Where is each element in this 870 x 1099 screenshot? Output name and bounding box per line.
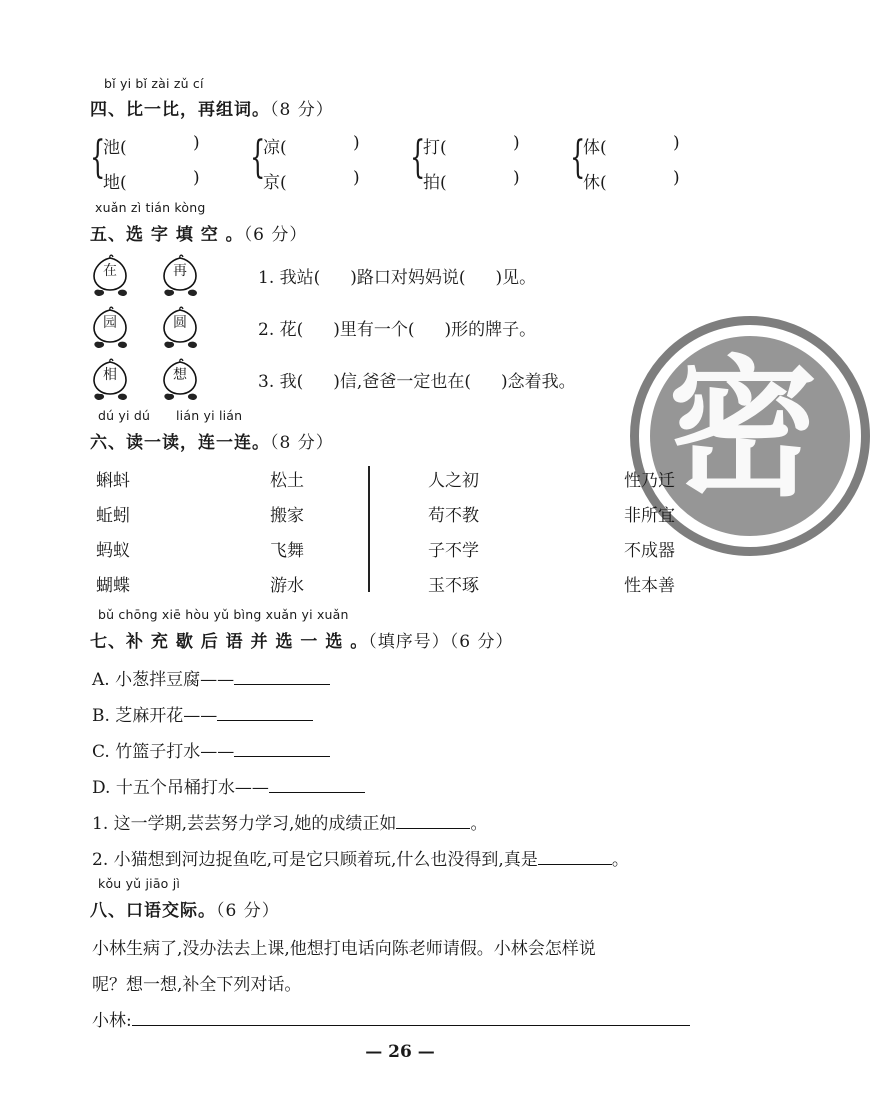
proverb-question-2: 2. 小猫想到河边捉鱼吃,可是它只顾着玩,什么也没得到,真是 。 (92, 850, 629, 870)
stamp-char: 密 (668, 343, 819, 517)
proverb-option-d: D. 十五个吊桶打水—— (92, 773, 365, 798)
peach-choice (92, 358, 132, 402)
match-item: 蚯蚓 (96, 506, 130, 526)
match-item: 蚂蚁 (96, 541, 130, 561)
match-item: 游水 (270, 576, 304, 596)
section7-pinyin: bǔ chōng xiē hòu yǔ bìng xuǎn yi xuǎn (98, 607, 349, 622)
group-top-close: ) (353, 133, 360, 153)
group-top-word: 打( (423, 138, 447, 158)
peach-choice (92, 254, 132, 298)
section4-title: 四、比一比，再组词。（8 分） (90, 100, 334, 120)
group-top-close: ) (193, 133, 200, 153)
group-top-close: ) (513, 133, 520, 153)
answer-blank[interactable] (234, 755, 330, 757)
choice-char: 想 (173, 367, 187, 383)
match-item: 玉不琢 (428, 576, 479, 596)
brace-icon: { (250, 132, 266, 183)
dialogue-answer-line: 小林: (92, 1006, 690, 1031)
divider-line (368, 466, 370, 592)
answer-blank[interactable] (396, 827, 470, 829)
group-top-word: 体( (583, 138, 607, 158)
peach-choice (162, 254, 202, 298)
dialogue-prompt-line-2: 呢？想一想,补全下列对话。 (92, 975, 302, 995)
brace-icon: { (410, 132, 426, 183)
page-number: — 26 — (365, 1042, 435, 1062)
group-bottom-close: ) (673, 168, 680, 188)
proverb-option-b: B. 芝麻开花—— (92, 701, 313, 726)
section8-pinyin: kǒu yǔ jiāo jì (98, 876, 181, 891)
answer-blank[interactable] (132, 1024, 690, 1026)
choice-char: 园 (103, 315, 117, 331)
group-bottom-close: ) (513, 168, 520, 188)
peach-choice (92, 306, 132, 350)
brace-icon: { (570, 132, 586, 183)
choice-char: 相 (103, 367, 117, 383)
match-item: 松土 (270, 471, 304, 491)
section5-pinyin: xuǎn zì tián kòng (95, 200, 206, 215)
match-item: 子不学 (428, 541, 479, 561)
dialogue-prompt-line-1: 小林生病了,没办法去上课,他想打电话向陈老师请假。小林会怎样说 (92, 939, 596, 959)
match-item: 蝌蚪 (96, 471, 130, 491)
group-bottom-word: 休( (583, 173, 607, 193)
match-item: 非所宜 (624, 506, 675, 526)
group-bottom-close: ) (353, 168, 360, 188)
choice-char: 再 (173, 263, 187, 279)
fill-sentence: 3. 我( )信,爸爸一定也在( )念着我。 (258, 372, 576, 392)
section6-title: 六、读一读，连一连。（8 分） (90, 433, 334, 453)
group-bottom-close: ) (193, 168, 200, 188)
choice-char: 圆 (173, 315, 187, 331)
section6-pinyin-1: dú yi dú (98, 408, 151, 423)
match-item: 苟不教 (428, 506, 479, 526)
section6-pinyin-2: lián yi lián (176, 408, 243, 423)
match-item: 性本善 (624, 576, 675, 596)
group-top-word: 凉( (263, 138, 287, 158)
peach-choice (162, 306, 202, 350)
group-top-word: 池( (103, 138, 127, 158)
choice-char: 在 (103, 263, 117, 279)
section8-title: 八、口语交际。（6 分） (90, 901, 280, 921)
proverb-option-c: C. 竹篮子打水—— (92, 737, 330, 762)
fill-sentence: 2. 花( )里有一个( )形的牌子。 (258, 320, 537, 340)
match-item: 蝴蝶 (96, 576, 130, 596)
brace-icon: { (90, 132, 106, 183)
group-bottom-word: 地( (103, 173, 127, 193)
section4-pinyin: bǐ yi bǐ zài zǔ cí (104, 76, 204, 91)
group-top-close: ) (673, 133, 680, 153)
answer-blank[interactable] (234, 683, 330, 685)
match-item: 飞舞 (270, 541, 304, 561)
match-item: 人之初 (428, 471, 479, 491)
match-item: 性乃迁 (624, 471, 675, 491)
proverb-question-1: 1. 这一学期,芸芸努力学习,她的成绩正如 。 (92, 814, 488, 834)
match-item: 不成器 (624, 541, 675, 561)
answer-blank[interactable] (538, 863, 612, 865)
group-bottom-word: 京( (263, 173, 287, 193)
fill-sentence: 1. 我站( )路口对妈妈说( )见。 (258, 268, 537, 288)
section5-title: 五、选 字 填 空 。（6 分） (90, 225, 308, 245)
peach-choice (162, 358, 202, 402)
answer-blank[interactable] (217, 719, 313, 721)
proverb-option-a: A. 小葱拌豆腐—— (92, 665, 330, 690)
match-item: 搬家 (270, 506, 304, 526)
section7-title: 七、补 充 歇 后 语 并 选 一 选 。（填序号）（6 分） (90, 632, 514, 652)
group-bottom-word: 拍( (423, 173, 447, 193)
answer-blank[interactable] (269, 791, 365, 793)
